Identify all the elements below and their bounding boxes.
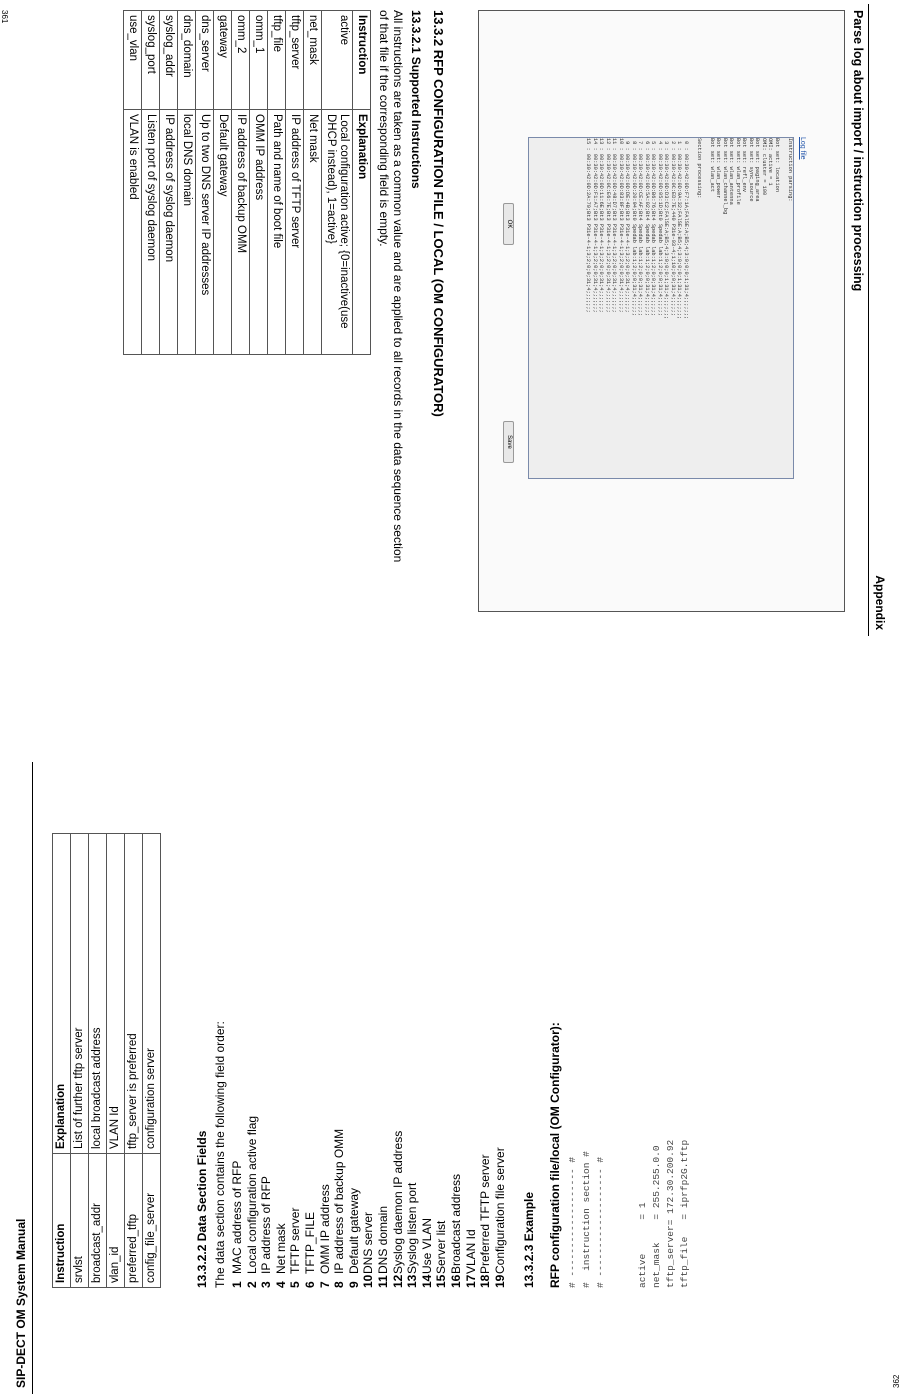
explanation-cell: Path and name of boot file (268, 110, 286, 355)
header-instruction: Instruction (353, 11, 371, 110)
field-label: Default gateway (346, 1187, 361, 1274)
code-line: tftp_file = iprfp2G.tftp (679, 1139, 690, 1288)
field-item (449, 1116, 464, 1288)
field-label: OMM IP address (317, 1184, 332, 1274)
table-row (196, 11, 214, 355)
log-screenshot (478, 10, 845, 612)
field-item (347, 1116, 362, 1288)
field-label: MAC address of RFP (230, 1160, 244, 1274)
log-line: Bot set: paging_area (754, 138, 761, 202)
instruction-cell: vlan_id (107, 1154, 125, 1288)
log-line: 14 : 00:30:42:0D:F1:A7;Bt3 P31e-4-1;3;2;0;0;31;4;;;;;;; (592, 138, 598, 313)
table-row (286, 11, 304, 355)
field-number: 13 (405, 1274, 420, 1288)
field-label: TFTP_FILE (302, 1211, 317, 1274)
field-number: 6 (302, 1281, 317, 1288)
table-row (268, 11, 286, 355)
log-line: OMI: cluster = 100 (761, 138, 767, 196)
field-item (288, 1116, 303, 1288)
instruction-cell: net_mask (304, 11, 322, 110)
log-line: 1 : 00:30:42:0D:9A:32;FAlSE:A;B5;4;3:0;0;0;1;31;4;;;;;;; (676, 138, 683, 320)
example-subtitle: RFP configuration file/local (OM Configurator): (548, 1022, 562, 1288)
header-rule (32, 762, 33, 1394)
field-item (434, 1116, 449, 1288)
field-label: Server list (434, 1220, 449, 1274)
field-number: 16 (448, 1274, 463, 1288)
explanation-cell: configuration server (143, 834, 161, 1154)
page-header: Appendix (873, 575, 887, 630)
explanation-cell: Up to two DNS server IP addresses (196, 110, 214, 355)
ok-button[interactable]: OK (503, 203, 514, 245)
table-row (71, 834, 89, 1288)
instruction-cell: preferred_tftp (125, 1154, 143, 1288)
table-row (214, 11, 232, 355)
field-label: Use VLAN (419, 1217, 434, 1274)
code-line: # ------------------- # (567, 1156, 578, 1288)
page-361 (0, 0, 901, 640)
table-row (232, 11, 250, 355)
log-line: Bot set: location (774, 138, 780, 193)
field-label: DNS server (361, 1211, 376, 1274)
field-label: VLAN Id (463, 1229, 478, 1274)
example-title: 13.3.2.3 Example (522, 1191, 536, 1288)
log-line: 0 : 00:30:42:0D:F7:1A;FAlSE:A;B5;4;3:0;0;0;1;31;4;;;;;;; (683, 138, 689, 320)
log-line: 6 : 00:30:42:0D:5A:02;Bt4 Spedab lab:1;2;0;0;31;4;;;;;; (644, 138, 650, 317)
log-file-link[interactable]: Log file (799, 137, 806, 160)
field-item (493, 1116, 508, 1288)
code-line: # instruction section # (581, 1151, 592, 1288)
data-fields-intro: The data section contains the following field order: (213, 1021, 227, 1288)
field-item (303, 1116, 318, 1288)
field-label: TFTP server (288, 1207, 303, 1274)
field-number: 15 (434, 1274, 449, 1288)
instruction-cell: gateway (214, 11, 232, 110)
code-line: net_mask = 255.255.0.0 (651, 1145, 662, 1288)
field-item (245, 1116, 260, 1288)
instruction-cell: broadcast_addr (89, 1154, 107, 1288)
code-line: # ------------------- # (595, 1156, 606, 1288)
header-explanation: Explanation (53, 834, 71, 1154)
log-line: Bot set: wlan_antenna (728, 138, 735, 205)
table-row (107, 834, 125, 1288)
field-number: 8 (332, 1281, 347, 1288)
log-line: 9 : 00:30:42:0D:DE:4B;Bt3 P31e-4-1;3;2;0;0;31;4;;;;;;; (624, 138, 631, 313)
log-line: Bot set: wlan_profile (735, 138, 741, 205)
instruction-cell: syslog_port (142, 11, 160, 110)
instruction-cell: dns_domain (178, 11, 196, 110)
log-line: 8 : 00:30:42:0D:20:94;Bt0 Spedab lab:1;2;0;0;31;4;;;;;; (631, 138, 637, 317)
table-row (304, 11, 322, 355)
header-instruction: Instruction (53, 1154, 71, 1288)
log-line: 7 : 00:30:42:0D:CE:AF;Bt4 Spedab lab:1;2;0;0;31;4;;;;;; (637, 138, 644, 317)
table-header-row (53, 834, 71, 1288)
table-row (143, 834, 161, 1288)
field-order-list (230, 1116, 507, 1288)
log-line: Bot set: wlan_act (709, 138, 715, 193)
instruction-cell: dns_server (196, 11, 214, 110)
page-362 (0, 758, 901, 1398)
instruction-cell: syslog_addr (160, 11, 178, 110)
log-line: 5 : 00:30:42:0D:B6:76;Bt4 Spedab lab:1;2;0;0;31;4;;;;;; (650, 138, 657, 317)
screenshot-title: Parse log about import / instruction processing (851, 10, 865, 292)
explanation-cell: local DNS domain (178, 110, 196, 355)
explanation-cell: VLAN is enabled (124, 110, 142, 355)
field-number: 10 (361, 1274, 376, 1288)
header-rule (868, 4, 869, 636)
log-line: 3 : 00:30:42:0D:D3:C2;FAlSE:A;B5;4;3:0;0;0;1;31;4;;;;;;; (663, 138, 670, 320)
explanation-cell: IP address of backup OMM (232, 110, 250, 355)
field-label: Broadcast address (448, 1173, 463, 1274)
field-number: 11 (375, 1275, 390, 1288)
field-label: DNS domain (375, 1205, 390, 1274)
field-item (318, 1116, 333, 1288)
field-item (230, 1116, 245, 1288)
log-line: 13 : 00:30:42:0D:11:6E;Bt3 P31e-4-1;3;2;0;0;31;4;;;;;;; (598, 138, 605, 313)
log-line: Bot set: wlan_channel_bg (722, 138, 728, 215)
field-label: Syslog daemon IP address (390, 1130, 405, 1274)
field-number: 1 (230, 1281, 244, 1288)
log-line: 15 : 00:30:42:0D:2A:70;Bt3 P31e-4-1;3;2;0;0;31;4;;;;;;; (585, 138, 592, 313)
data-fields-title: 13.3.2.2 Data Section Fields (195, 1130, 209, 1288)
table-row (142, 11, 160, 355)
explanation-cell: local broadcast address (89, 834, 107, 1154)
log-line: Bot set: refl_env (741, 138, 748, 193)
field-number: 18 (478, 1274, 493, 1288)
page-header: SIP-DECT OM System Manual (14, 1218, 28, 1388)
explanation-cell: IP address of syslog daemon (160, 110, 178, 355)
instruction-cell: omm_1 (250, 11, 268, 110)
explanation-cell: tftp_server is preferred (125, 834, 143, 1154)
field-label: Local configuration active flag (244, 1115, 259, 1274)
field-number: 12 (390, 1274, 405, 1288)
log-line: 11 : 00:30:42:0D:48:D7;Bt3 P31e-4-1;3;2;0;0;31;4;;;;;;; (611, 138, 618, 313)
page-number: 362 (892, 1374, 901, 1388)
field-item (332, 1116, 347, 1288)
instruction-cell: omm_2 (232, 11, 250, 110)
field-item (405, 1116, 420, 1288)
intro-line-1: All instructions are taken as a common value and are applied to all records in the data sequence section (391, 10, 405, 563)
instructions-table-cont (52, 833, 161, 1288)
field-label: Syslog listen port (405, 1182, 420, 1274)
field-label: Preferred TFTP server (478, 1154, 493, 1274)
field-number: 3 (259, 1281, 274, 1288)
explanation-cell: Net mask (304, 110, 322, 355)
code-line (608, 1140, 622, 1288)
field-label: IP address of RFP (259, 1176, 274, 1274)
explanation-cell: OMM IP address (250, 110, 268, 355)
explanation-cell: List of further tftp server (71, 834, 89, 1154)
header-explanation: Explanation (353, 110, 371, 355)
field-number: 14 (419, 1274, 434, 1288)
table-row (178, 11, 196, 355)
code-line: tftp_server= 172.30.200.92 (665, 1139, 676, 1288)
table-row (89, 834, 107, 1288)
log-line: 4 : 00:30:42:0D:05:1D;Bt0 Spedab lab:1;2;0;0;31;4;;;;;; (657, 138, 663, 317)
instruction-cell: use_vlan (124, 11, 142, 110)
instruction-cell: tftp_server (286, 11, 304, 110)
page-number: 361 (0, 10, 9, 24)
field-number: 4 (273, 1281, 288, 1288)
code-line (622, 1140, 636, 1288)
log-line: 10 : 00:30:42:0D:83:8F;Bt3 P31e-4-1;3;2;0;0;31;4;;;;;;; (618, 138, 624, 313)
subsection-title: 13.3.2.1 Supported Instructions (409, 10, 423, 189)
save-button[interactable]: Save (503, 421, 514, 463)
field-label: IP address of backup OMM (332, 1128, 347, 1274)
table-row (322, 11, 353, 355)
log-textarea[interactable] (528, 137, 794, 479)
intro-line-2: of that file if the corresponding field is empty. (377, 10, 391, 247)
field-item (391, 1116, 406, 1288)
table-row (124, 11, 142, 355)
field-label: Configuration file server (492, 1147, 507, 1274)
instruction-cell: srvlst (71, 1154, 89, 1288)
example-code (566, 1140, 692, 1288)
field-item (259, 1116, 274, 1288)
explanation-cell: VLAN Id (107, 834, 125, 1154)
table-row (160, 11, 178, 355)
field-item (478, 1116, 493, 1288)
field-item (361, 1116, 376, 1288)
field-number: 2 (244, 1281, 259, 1288)
field-item (464, 1116, 479, 1288)
field-number: 5 (288, 1281, 303, 1288)
explanation-cell: IP address of TFTP server (286, 110, 304, 355)
field-number: 9 (346, 1281, 361, 1288)
field-number: 17 (463, 1274, 478, 1288)
field-item (420, 1116, 435, 1288)
log-line: 2 : 00:30:42:0C:ED:7E;440 P31e-03-4;1;10;0;0;31;4;;;;;; (670, 138, 676, 317)
field-item (274, 1116, 289, 1288)
explanation-cell: Default gateway (214, 110, 232, 355)
log-line: Section processing: (696, 138, 702, 199)
instruction-cell: config_file_server (143, 1154, 161, 1288)
log-line: Instruction parsing: (787, 138, 793, 202)
field-number: 19 (492, 1274, 507, 1288)
explanation-cell: Listen port of syslog daemon (142, 110, 160, 355)
table-row (125, 834, 143, 1288)
field-label: Net mask (273, 1223, 288, 1274)
instructions-table (123, 10, 371, 355)
instruction-cell: active (322, 11, 353, 110)
log-line: 12 : 00:30:42:0C:E6:7E;Bt3 P31e-4-1;3;2;0;0;31;4;;;;;;; (605, 138, 611, 313)
explanation-cell: Local configuration active; {0=inactive(use DHCP instead), 1=active} (322, 110, 353, 355)
field-item (376, 1116, 391, 1288)
table-header-row (353, 11, 371, 355)
log-line: OMI: active = 1 (767, 138, 774, 186)
field-number: 7 (317, 1281, 332, 1288)
log-line: Bot set: sync_source (748, 138, 754, 202)
code-line: active = 1 (637, 1202, 648, 1288)
log-line: Bot set: wlan_power (715, 138, 722, 199)
table-row (250, 11, 268, 355)
instruction-cell: tftp_file (268, 11, 286, 110)
section-title: 13.3.2 RFP CONFIGURATION FILE / LOCAL (OM CONFIGURATOR) (431, 10, 446, 417)
